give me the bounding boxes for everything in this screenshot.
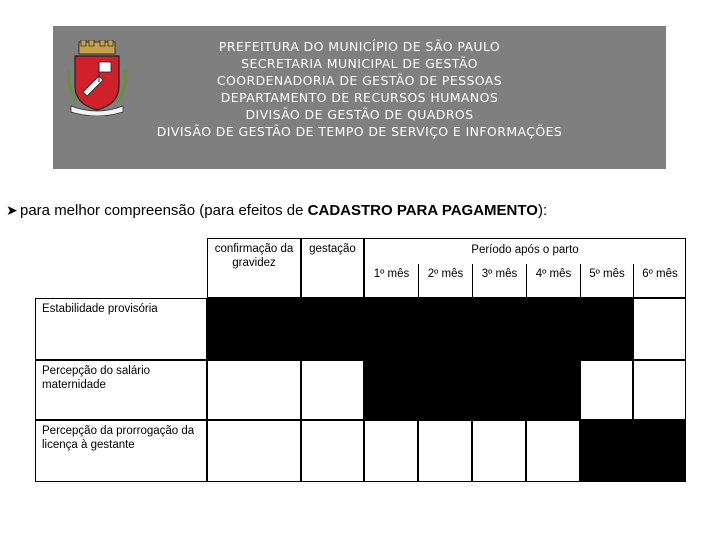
empty-cell — [301, 360, 364, 420]
header-month-5: 5º mês — [580, 264, 633, 298]
empty-cell — [633, 360, 686, 420]
intro-suffix: ): — [537, 202, 548, 219]
intro-prefix: para melhor compreensão (para efeitos de — [20, 202, 308, 219]
periodo-label: Período após o parto — [471, 244, 579, 256]
filled-period-estabilidade — [207, 298, 633, 360]
empty-cell — [418, 420, 472, 482]
header-confirmacao-gravidez: confirmação da gravidez — [207, 238, 301, 298]
row-label-estabilidade: Estabilidade provisória — [35, 298, 207, 360]
header-line: DEPARTAMENTO DE RECURSOS HUMANOS — [220, 90, 499, 105]
empty-cell — [526, 420, 580, 482]
header-month-1: 1º mês — [364, 264, 418, 298]
empty-cell — [580, 360, 633, 420]
row-label-prorrogacao-licenca: Percepção da prorrogação da licença à gestante — [35, 420, 207, 482]
header-gestacao: gestação — [301, 238, 364, 298]
empty-cell — [207, 420, 301, 482]
empty-cell — [207, 360, 301, 420]
header-line: COORDENADORIA DE GESTÃO DE PESSOAS — [216, 73, 503, 88]
intro-emphasis: CADASTRO PARA PAGAMENTO — [307, 202, 538, 219]
header-line: SECRETARIA MUNICIPAL DE GESTÃO — [241, 56, 478, 71]
empty-cell — [364, 420, 418, 482]
filled-period-salario-maternidade — [364, 360, 580, 420]
empty-cell — [633, 298, 686, 360]
header-month-6: 6º mês — [633, 264, 686, 298]
empty-cell — [301, 420, 364, 482]
header-month-3: 3º mês — [472, 264, 526, 298]
header-month-2: 2º mês — [418, 264, 472, 298]
header-month-4: 4º mês — [526, 264, 580, 298]
filled-period-prorrogacao — [580, 420, 686, 482]
row-label-salario-maternidade: Percepção do salário maternidade — [35, 360, 207, 420]
header-line: DIVISÃO DE GESTÃO DE QUADROS — [245, 107, 474, 122]
header-line: PREFEITURA DO MUNICÍPIO DE SÃO PAULO — [218, 39, 501, 54]
header-line: DIVISÃO DE GESTÃO DE TEMPO DE SERVIÇO E INFORMAÇÕES — [156, 124, 563, 139]
arrow-bullet-icon: ➤ — [6, 202, 18, 218]
empty-cell — [472, 420, 526, 482]
